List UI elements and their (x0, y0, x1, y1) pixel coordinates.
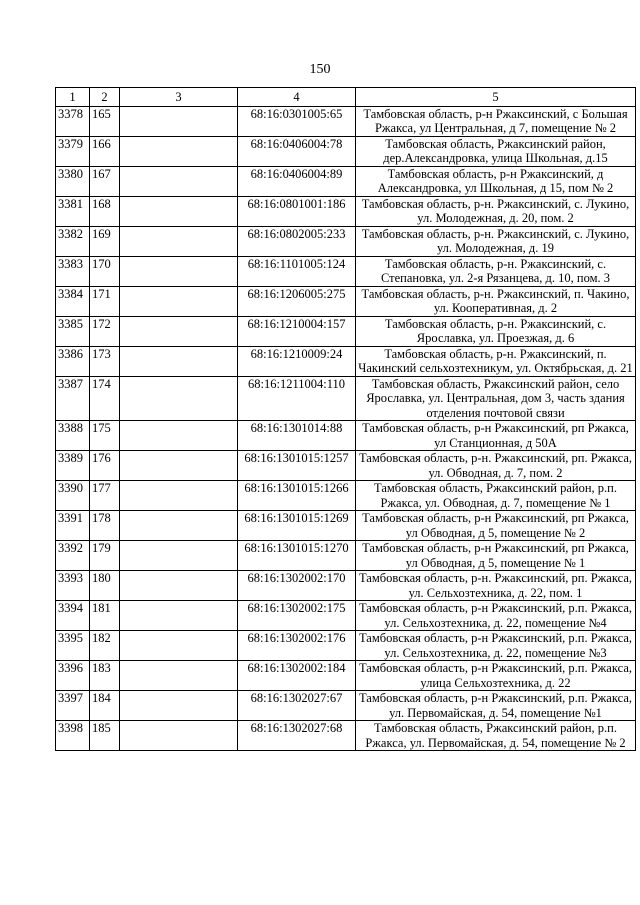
row-number-cell: 3380 (56, 166, 90, 196)
empty-cell-cell (120, 691, 238, 721)
address-cell: Тамбовская область, р-н Ржаксинский, рп Ржакса, ул Обводная, д 5, помещение № 1 (356, 541, 636, 571)
cadastral-number-cell: 68:16:0406004:78 (238, 136, 356, 166)
cadastral-number-cell: 68:16:0301005:65 (238, 106, 356, 136)
row-number-cell: 3383 (56, 256, 90, 286)
empty-cell-cell (120, 136, 238, 166)
empty-cell-cell (120, 256, 238, 286)
cadastral-number-cell: 68:16:1301015:1270 (238, 541, 356, 571)
item-number-cell: 166 (90, 136, 120, 166)
cadastral-number-cell: 68:16:1211004:110 (238, 376, 356, 421)
item-number-cell: 173 (90, 346, 120, 376)
empty-cell-cell (120, 196, 238, 226)
table-row (56, 691, 636, 721)
row-number-cell: 3388 (56, 421, 90, 451)
empty-cell-cell (120, 631, 238, 661)
row-number-cell: 3381 (56, 196, 90, 226)
cadastral-number-cell: 68:16:0802005:233 (238, 226, 356, 256)
address-cell: Тамбовская область, Ржаксинский район, р.п. Ржакса, ул. Первомайская, д. 54, помещение № 2 (356, 721, 636, 751)
item-number-cell: 178 (90, 511, 120, 541)
cadastral-number-cell: 68:16:1302002:184 (238, 661, 356, 691)
cadastral-number-cell: 68:16:0406004:89 (238, 166, 356, 196)
item-number-cell: 182 (90, 631, 120, 661)
table-row (56, 721, 636, 751)
item-number-cell: 177 (90, 481, 120, 511)
table-row (56, 661, 636, 691)
address-cell: Тамбовская область, р-н Ржаксинский, рп Ржакса, ул Обводная, д 5, помещение № 2 (356, 511, 636, 541)
address-cell: Тамбовская область, р-н Ржаксинский, р.п. Ржакса, ул. Сельхозтехника, д. 22, помещение №3 (356, 631, 636, 661)
address-cell: Тамбовская область, Ржаксинский район, дер.Александровка, улица Школьная, д.15 (356, 136, 636, 166)
address-cell: Тамбовская область, р-н. Ржаксинский, рп. Ржакса, ул. Сельхозтехника, д. 22, пом. 1 (356, 571, 636, 601)
column-header-5: 5 (356, 88, 636, 107)
empty-cell-cell (120, 481, 238, 511)
address-cell: Тамбовская область, р-н Ржаксинский, с Большая Ржакса, ул Центральная, д 7, помещение № 2 (356, 106, 636, 136)
address-cell: Тамбовская область, р-н. Ржаксинский, с. Степановка, ул. 2-я Рязанцева, д. 10, пом. 3 (356, 256, 636, 286)
address-cell: Тамбовская область, р-н. Ржаксинский, с. Лукино, ул. Молодежная, д. 20, пом. 2 (356, 196, 636, 226)
row-number-cell: 3386 (56, 346, 90, 376)
address-cell: Тамбовская область, р-н Ржаксинский, рп Ржакса, ул Станционная, д 50А (356, 421, 636, 451)
address-cell: Тамбовская область, р-н Ржаксинский, р.п. Ржакса, ул. Сельхозтехника, д. 22, помещение №4 (356, 601, 636, 631)
table-row (56, 451, 636, 481)
cadastral-number-cell: 68:16:1301015:1257 (238, 451, 356, 481)
cadastral-number-cell: 68:16:1302002:175 (238, 601, 356, 631)
table-row (56, 166, 636, 196)
row-number-cell: 3394 (56, 601, 90, 631)
property-table (55, 87, 636, 751)
row-number-cell: 3389 (56, 451, 90, 481)
table-row (56, 571, 636, 601)
column-header-4: 4 (238, 88, 356, 107)
empty-cell-cell (120, 106, 238, 136)
empty-cell-cell (120, 721, 238, 751)
page-number: 150 (309, 62, 331, 77)
item-number-cell: 181 (90, 601, 120, 631)
address-cell: Тамбовская область, р-н. Ржаксинский, с. Ярославка, ул. Проезжая, д. 6 (356, 316, 636, 346)
row-number-cell: 3391 (56, 511, 90, 541)
item-number-cell: 180 (90, 571, 120, 601)
row-number-cell: 3378 (56, 106, 90, 136)
item-number-cell: 168 (90, 196, 120, 226)
table-row (56, 316, 636, 346)
cadastral-number-cell: 68:16:0801001:186 (238, 196, 356, 226)
item-number-cell: 171 (90, 286, 120, 316)
table-row (56, 106, 636, 136)
item-number-cell: 183 (90, 661, 120, 691)
row-number-cell: 3396 (56, 661, 90, 691)
empty-cell-cell (120, 661, 238, 691)
table-row (56, 256, 636, 286)
table-row (56, 286, 636, 316)
table-row (56, 376, 636, 421)
item-number-cell: 179 (90, 541, 120, 571)
cadastral-number-cell: 68:16:1301015:1269 (238, 511, 356, 541)
empty-cell-cell (120, 166, 238, 196)
empty-cell-cell (120, 511, 238, 541)
row-number-cell: 3384 (56, 286, 90, 316)
item-number-cell: 167 (90, 166, 120, 196)
cadastral-number-cell: 68:16:1302002:170 (238, 571, 356, 601)
address-cell: Тамбовская область, р-н. Ржаксинский, п. Чакино, ул. Кооперативная, д. 2 (356, 286, 636, 316)
row-number-cell: 3397 (56, 691, 90, 721)
address-cell: Тамбовская область, р-н Ржаксинский, р.п. Ржакса, ул. Первомайская, д. 54, помещение №1 (356, 691, 636, 721)
table-header-row (56, 88, 636, 107)
table-row (56, 421, 636, 451)
address-cell: Тамбовская область, р-н. Ржаксинский, п. Чакинский сельхозтехникум, ул. Октябрьская, д. 21 (356, 346, 636, 376)
item-number-cell: 185 (90, 721, 120, 751)
row-number-cell: 3379 (56, 136, 90, 166)
item-number-cell: 169 (90, 226, 120, 256)
address-cell: Тамбовская область, р-н. Ржаксинский, с. Лукино, ул. Молодежная, д. 19 (356, 226, 636, 256)
table-row (56, 511, 636, 541)
item-number-cell: 174 (90, 376, 120, 421)
row-number-cell: 3385 (56, 316, 90, 346)
item-number-cell: 175 (90, 421, 120, 451)
table-row (56, 481, 636, 511)
item-number-cell: 165 (90, 106, 120, 136)
empty-cell-cell (120, 421, 238, 451)
empty-cell-cell (120, 601, 238, 631)
table-row (56, 601, 636, 631)
column-header-1: 1 (56, 88, 90, 107)
column-header-2: 2 (90, 88, 120, 107)
item-number-cell: 172 (90, 316, 120, 346)
column-header-3: 3 (120, 88, 238, 107)
cadastral-number-cell: 68:16:1301014:88 (238, 421, 356, 451)
row-number-cell: 3393 (56, 571, 90, 601)
empty-cell-cell (120, 451, 238, 481)
address-cell: Тамбовская область, р-н Ржаксинский, д Александровка, ул Школьная, д 15, пом № 2 (356, 166, 636, 196)
empty-cell-cell (120, 286, 238, 316)
cadastral-number-cell: 68:16:1302027:67 (238, 691, 356, 721)
table-row (56, 196, 636, 226)
row-number-cell: 3387 (56, 376, 90, 421)
table-body (56, 106, 636, 751)
address-cell: Тамбовская область, р-н Ржаксинский, р.п. Ржакса, улица Сельхозтехника, д. 22 (356, 661, 636, 691)
address-cell: Тамбовская область, Ржаксинский район, р.п. Ржакса, ул. Обводная, д. 7, помещение № 1 (356, 481, 636, 511)
empty-cell-cell (120, 346, 238, 376)
empty-cell-cell (120, 226, 238, 256)
row-number-cell: 3398 (56, 721, 90, 751)
cadastral-number-cell: 68:16:1301015:1266 (238, 481, 356, 511)
cadastral-number-cell: 68:16:1101005:124 (238, 256, 356, 286)
row-number-cell: 3390 (56, 481, 90, 511)
cadastral-number-cell: 68:16:1210009:24 (238, 346, 356, 376)
empty-cell-cell (120, 316, 238, 346)
table-row (56, 346, 636, 376)
cadastral-number-cell: 68:16:1302002:176 (238, 631, 356, 661)
item-number-cell: 184 (90, 691, 120, 721)
cadastral-number-cell: 68:16:1210004:157 (238, 316, 356, 346)
item-number-cell: 170 (90, 256, 120, 286)
empty-cell-cell (120, 571, 238, 601)
empty-cell-cell (120, 541, 238, 571)
address-cell: Тамбовская область, р-н. Ржаксинский, рп. Ржакса, ул. Обводная, д. 7, пом. 2 (356, 451, 636, 481)
cadastral-number-cell: 68:16:1206005:275 (238, 286, 356, 316)
cadastral-number-cell: 68:16:1302027:68 (238, 721, 356, 751)
table-row (56, 136, 636, 166)
table-row (56, 226, 636, 256)
empty-cell-cell (120, 376, 238, 421)
row-number-cell: 3382 (56, 226, 90, 256)
row-number-cell: 3395 (56, 631, 90, 661)
table-row (56, 541, 636, 571)
table-row (56, 631, 636, 661)
row-number-cell: 3392 (56, 541, 90, 571)
address-cell: Тамбовская область, Ржаксинский район, село Ярославка, ул. Центральная, дом 3, часть здания отделения почтовой связи (356, 376, 636, 421)
item-number-cell: 176 (90, 451, 120, 481)
